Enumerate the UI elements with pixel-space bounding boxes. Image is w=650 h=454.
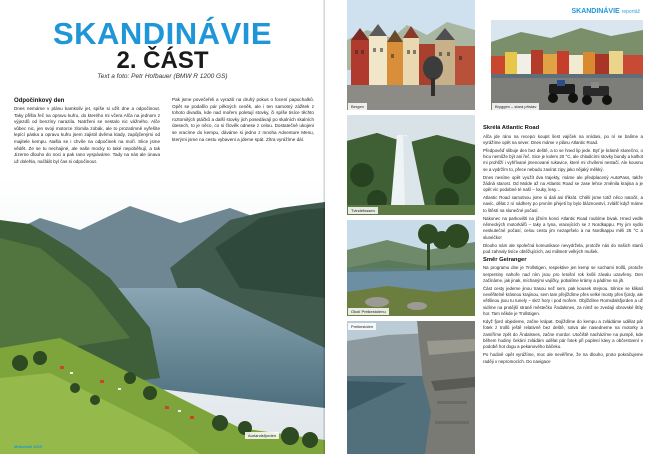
bryggen-illustration xyxy=(491,20,643,110)
preikestolen-photo xyxy=(347,321,475,454)
section-text: Atlantic Road samotnou jsme si dali asi třikrát. Chtěli jsme totiž něco natočit, a navíc, dělat z ní nádhery po prvním přejetí by bylo bláznovství, zvlášť když máme to štěstí na slunečné počasí. xyxy=(483,195,643,213)
section-text: Pak jsme povečeřeli a vyrazili na druhý pokus o focení papuchalků. Opět se podařilo pár pěkných ceněk, ale i ten samotný zážitek z tohoto divadla, kde nad mořem poletují stovky, či spíše tisíce těchto roztomilých ptáčků a další stovky jich posedávají po skalních skalních útesech, to je něco, co si člověk odnese z celou. Dostatečně ukojeni se vracíme do kempu, dáváme si jedno z mnoha Adventure Menu, kterými jsme na cestu vybaveni a jdeme spát. Zítra vyrážíme dál. xyxy=(172,97,314,142)
photo-caption: Aurlandsfjorden xyxy=(245,432,279,439)
section-text: Po hodině opět vyrážíme, moc ale nevěříme, že na dlouho, proto pokračujeme raději v nepromocích. Do navigace xyxy=(483,352,643,364)
page-folio: Motorkáři 2019 xyxy=(14,444,43,449)
photo-caption: Okolí Preikestolenu xyxy=(348,308,389,315)
photo-caption: Bryggen – stará přístav xyxy=(492,103,539,110)
photo-caption: Tvindefossen xyxy=(348,207,378,214)
tvindefossen-photo xyxy=(347,115,475,215)
preikestolen-lake-photo xyxy=(347,220,475,316)
aurlandsfjorden-photo xyxy=(0,178,325,454)
fjord-illustration xyxy=(0,178,325,454)
section-text: Dnes nesíme opět využít dva trajekty, máme ale předplacený AutoPass, takže žádná starost. Od Molde až na Atlantic Road se zase lehce změnila krajina a je opět víc podobné té naší – louky, lesy… xyxy=(483,174,643,193)
article-subtitle: 2. ČÁST xyxy=(116,47,209,74)
photo-caption: Bergen xyxy=(348,103,367,110)
lake-illustration xyxy=(347,220,475,316)
right-column xyxy=(483,125,643,366)
bryggen-photo xyxy=(491,20,643,110)
left-column-1 xyxy=(14,97,160,167)
photo-caption: Preikestolen xyxy=(348,323,376,330)
bergen-illustration xyxy=(347,0,475,110)
article-byline: Text a foto: Petr Hofbauer (BMW R 1200 GS) xyxy=(97,73,228,80)
waterfall-illustration xyxy=(347,115,475,215)
section-tag xyxy=(571,8,640,15)
section-text: Předpověď slibuje den bez deště, a to se hned lip jede. Byť je krásně slunečno, o hicu nemůže být ani řeč. Sice je kolem 20 °C, ale chladicími stovky bundy a kalhot mi prohlíží i vyhřívané jmenované rukavice, které mi chvílemi nestačí. Ale kousnu se a vydržím to, přece nebudu zavírat zipy jako nějaký měkký. xyxy=(483,147,643,172)
section-text: Dlouho nám ale společná komunikace nevydržela, protože nás do našich stanů pod zahnaly tisíce obtěžujících, asi milimetr velkých mušek. xyxy=(483,242,643,254)
section-text: Nakonec na parkovišti na jižním konci Atlantic Road roubíme bivak. Hned vedle německých motorkářů – taky a tyna, vracejících se z Nordkappu. Pry jim sydlo neskutečné počasí, celou cestu jim nezapršelo a na Nordkappu měli 25 °C a slunéčko! xyxy=(483,215,643,240)
section-heading-geiranger: Směr Geiranger xyxy=(483,256,527,263)
article-title: SKANDINÁVIE xyxy=(52,16,273,51)
section-text: Alča jde ráno na recepci koupit šest vajíček na snídani, po ní se balíme a vyrážíme opět na sever. Dnes máme v plánu Atlantic Road. xyxy=(483,133,643,145)
section-heading-atlantic: Skrélá Atlantic Road xyxy=(483,125,540,131)
section-text: Dnes nemáme v plánu kamkoliv jet, spíše si užít dne a odpočinout. Taky přišla řeč na opravu kufru, do kterého mi včera Alča na jednom z výjezdů od benzíny narazila. Natrženi se nestalo nic vážného. Alče vůbec nic, jen svoji motorce zlomila zobák, ale to prozatímně vyřešíte lepící páska a opravu kufru jsem zajistil dvěma klady, zapůjčenými od majitele kempu. Našla se i chvíle na odpočinek na moři. Slice jsme vědět. Ze se tu nechajiné, ale naše mocky to také nepoběhují, a tak Jizerne dlouho do noci a pak rano vyspáváme. Tady na nás ale únava už dolehla, načlálit byl čas si odpočinout. xyxy=(14,106,160,164)
section-text: Část cesty jedeme jinou trasou než sem, pak kousek stejnou. Silnice se klikatí nevěřitelně krásnou krajinou, sem tam přejíždíme přes velké mosty přes fjordy, ale většinou jsou tu tunely – skrz hory i pod mořem. Objíždíme Romsdalsfjorden a už vidíme na protější straně městečko Åndalsnes, za nímž se zvedají obrovské štíty hor. Tam někde je Trollstigen. xyxy=(483,285,643,317)
section-text: Když fjord objedeme, začne krápat. Dojíždíme do kempu a zvládáme udělat pár fotek z trollů ještě relativně bez deště, sotva ale nasedneme na motorky a zamíříme zpět do Åndalsnes, začne mordor. Utočiště nacházíme na pumpě, kde během hodiny čekání zvládám udělat pár fotek při poplení kávy a občerstvení v podobě hot dogu a pekanového báčeku. xyxy=(483,318,643,350)
left-column-2 xyxy=(172,97,314,145)
cliff-illustration xyxy=(347,321,475,454)
bergen-photo xyxy=(347,0,475,110)
section-heading-odpocinkovy: Odpočinkový den xyxy=(14,98,65,104)
section-text: Na programu dne je Trollstigen, respektive jen kemp se sochami trollů, protože serpentiny nahoře nad ním jsou pro letošní rok kvůli závalu uzavřeny. Den začínáme, jak jinak, míchanými vajíčky, pobalíme krámy a pádíme na jih. xyxy=(483,265,643,283)
section-tag-label: SKANDINÁVIE xyxy=(571,8,620,15)
section-tag-sub: reportáž xyxy=(621,9,640,15)
